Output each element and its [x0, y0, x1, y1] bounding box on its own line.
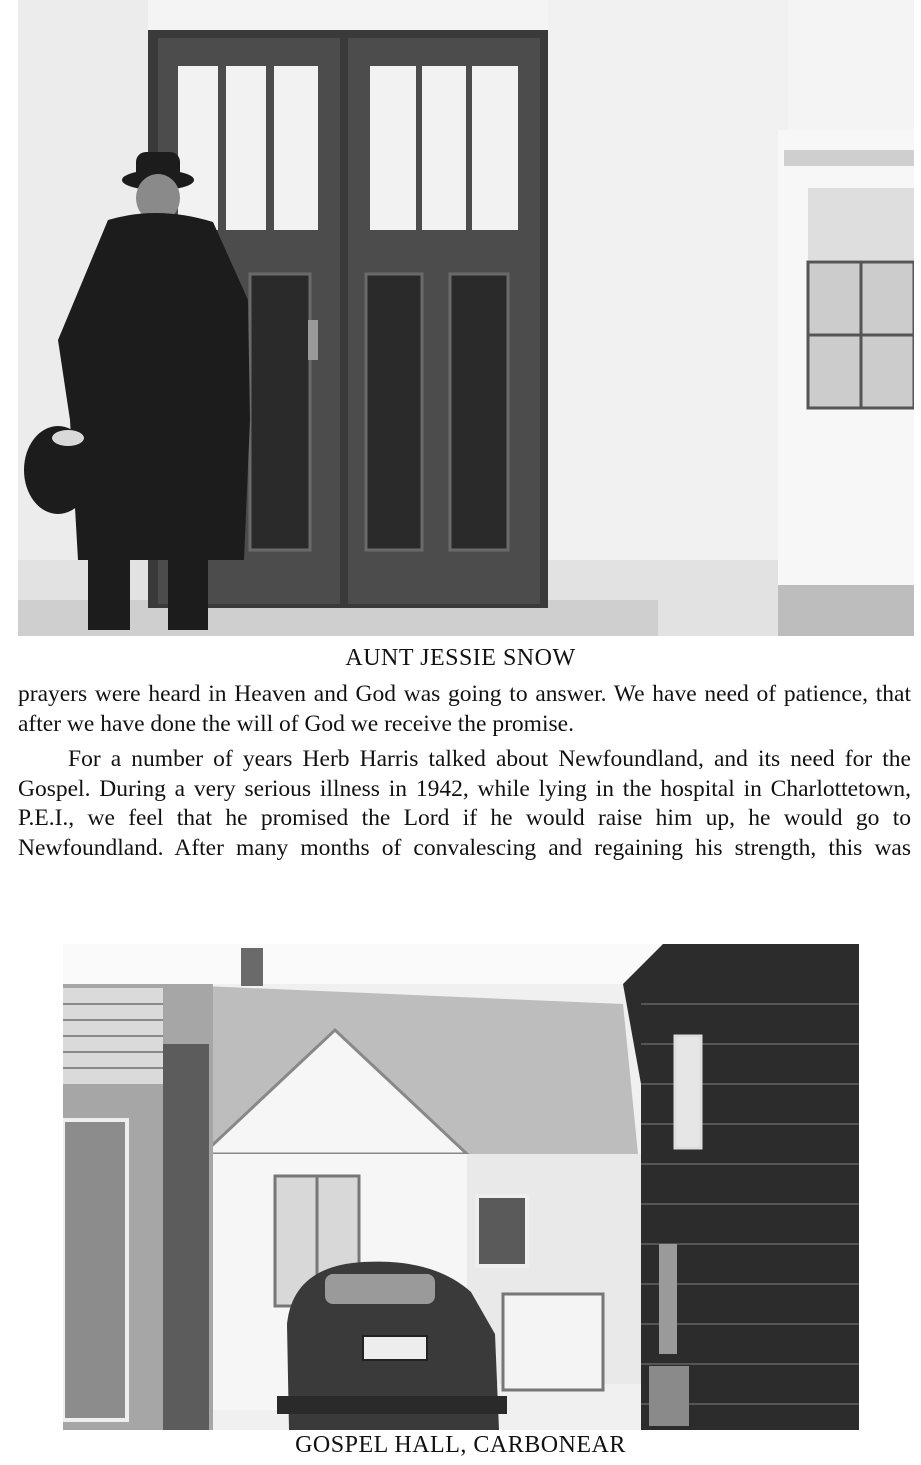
- paragraph: prayers were heard in Heaven and God was going to answer. We have need of patience, that after we have done the will of God we receive the promise.: [18, 681, 911, 737]
- photo-gospel-hall-carbonear: [63, 944, 859, 1430]
- photo-caption: AUNT JESSIE SNOW: [345, 645, 576, 671]
- photo-caption: GOSPEL HALL, CARBONEAR: [295, 1432, 626, 1458]
- body-text: [18, 680, 911, 863]
- photo-aunt-jessie-snow: [18, 0, 914, 636]
- paragraph: For a number of years Herb Harris talked about Newfoundland, and its need for the Gospel. During a very serious illness in 1942, while lying in the hospital in Charlottetown, P.E.I., we feel that he promised the Lord if he would raise him up, he would go to Newfoundland. After many months of convalescing and regaining his strength, this was: [18, 746, 911, 861]
